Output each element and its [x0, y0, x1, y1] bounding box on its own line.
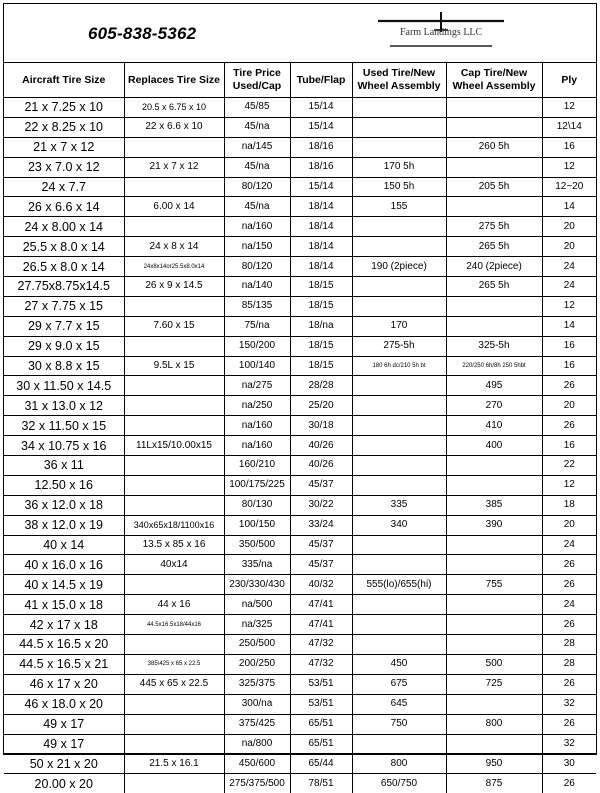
tube-flap: 18/15 [290, 296, 352, 316]
replaces-tire-size [124, 495, 224, 515]
cap-tire-assembly-price [446, 555, 542, 575]
tire-price: 100/175/225 [224, 475, 290, 495]
aircraft-tire-size: 23 x 7.0 x 12 [4, 157, 124, 177]
table-row [4, 177, 596, 197]
cap-tire-assembly-price: 275 5h [446, 217, 542, 237]
cap-tire-assembly-price [446, 117, 542, 137]
tire-price: 325/375 [224, 674, 290, 694]
replaces-tire-size: 22 x 6.6 x 10 [124, 117, 224, 137]
tube-flap: 18/14 [290, 217, 352, 237]
replaces-tire-size: 21 x 7 x 12 [124, 157, 224, 177]
replaces-tire-size [124, 734, 224, 754]
cap-tire-assembly-price: 260 5h [446, 137, 542, 157]
aircraft-tire-size: 20.00 x 20 [4, 774, 124, 793]
tire-price: 335/na [224, 555, 290, 575]
tube-flap: 18/15 [290, 277, 352, 297]
used-tire-assembly-price: 645 [352, 694, 446, 714]
cap-tire-assembly-price [446, 157, 542, 177]
used-tire-assembly-price: 675 [352, 674, 446, 694]
replaces-tire-size [124, 416, 224, 436]
replaces-tire-size [124, 376, 224, 396]
table-row [4, 157, 596, 177]
aircraft-tire-size: 49 x 17 [4, 734, 124, 754]
aircraft-tire-size: 40 x 16.0 x 16 [4, 555, 124, 575]
used-tire-assembly-price [352, 456, 446, 476]
aircraft-tire-size: 49 x 17 [4, 714, 124, 734]
sheet-header [4, 4, 596, 63]
tire-price: na/160 [224, 436, 290, 456]
tire-price-sheet [3, 3, 597, 755]
tube-flap: 18/16 [290, 157, 352, 177]
cap-tire-assembly-price [446, 456, 542, 476]
aircraft-tire-size: 31 x 13.0 x 12 [4, 396, 124, 416]
aircraft-tire-size: 46 x 17 x 20 [4, 674, 124, 694]
aircraft-tire-size: 22 x 8.25 x 10 [4, 117, 124, 137]
cap-tire-assembly-price: 270 [446, 396, 542, 416]
tube-flap: 25/20 [290, 396, 352, 416]
cap-tire-assembly-price [446, 615, 542, 635]
tube-flap: 45/37 [290, 535, 352, 555]
cap-tire-assembly-price: 950 [446, 754, 542, 774]
used-tire-assembly-price [352, 277, 446, 297]
table-row [4, 277, 596, 297]
ply-rating: 14 [542, 197, 596, 217]
tube-flap: 78/51 [290, 774, 352, 793]
table-row [4, 316, 596, 336]
table-row [4, 654, 596, 674]
used-tire-assembly-price [352, 535, 446, 555]
cap-tire-assembly-price: 800 [446, 714, 542, 734]
aircraft-tire-size: 50 x 21 x 20 [4, 754, 124, 774]
used-tire-assembly-price [352, 734, 446, 754]
table-row [4, 475, 596, 495]
replaces-tire-size: 24 x 8 x 14 [124, 237, 224, 257]
aircraft-tire-size-header: Aircraft Tire Size [4, 63, 124, 98]
tube-flap: 33/24 [290, 515, 352, 535]
ply-rating: 26 [542, 376, 596, 396]
aircraft-tire-size: 41 x 15.0 x 18 [4, 595, 124, 615]
cap-tire-assembly-price: 220/250 6h/8h 250 5hbt [446, 356, 542, 376]
table-row [4, 674, 596, 694]
cap-tire-assembly-price: 400 [446, 436, 542, 456]
tire-price: 150/200 [224, 336, 290, 356]
tire-price-table [4, 63, 596, 793]
replaces-tire-size [124, 396, 224, 416]
tire-price: 80/120 [224, 177, 290, 197]
ply-rating: 20 [542, 396, 596, 416]
table-row [4, 575, 596, 595]
used-tire-assembly-price [352, 137, 446, 157]
used-tire-assembly-price [352, 475, 446, 495]
cap-tire-assembly-price: 265 5h [446, 277, 542, 297]
table-row [4, 376, 596, 396]
tire-price: 300/na [224, 694, 290, 714]
cap-tire-assembly-price: 325-5h [446, 336, 542, 356]
table-row [4, 416, 596, 436]
ply-rating: 12 [542, 475, 596, 495]
used-tire-assembly-price [352, 396, 446, 416]
ply-rating: 16 [542, 436, 596, 456]
used-tire-assembly-price: 155 [352, 197, 446, 217]
replaces-tire-size: 6.00 x 14 [124, 197, 224, 217]
cap-tire-assembly-price: 390 [446, 515, 542, 535]
table-row [4, 694, 596, 714]
table-row [4, 98, 596, 118]
table-row [4, 117, 596, 137]
table-row [4, 515, 596, 535]
aircraft-tire-size: 44.5 x 16.5 x 21 [4, 654, 124, 674]
tube-flap: 18/16 [290, 137, 352, 157]
used-tire-assembly-price [352, 615, 446, 635]
cap-tire-assembly-price: 495 [446, 376, 542, 396]
used-tire-assembly-price: 170 [352, 316, 446, 336]
tire-price: 45/85 [224, 98, 290, 118]
replaces-tire-size: 385\425 x 65 x 22.5 [124, 654, 224, 674]
tire-price: 350/500 [224, 535, 290, 555]
ply-rating: 24 [542, 535, 596, 555]
table-row [4, 217, 596, 237]
ply-rating: 12\14 [542, 117, 596, 137]
tire-price: 45/na [224, 117, 290, 137]
tire-price: na/250 [224, 396, 290, 416]
aircraft-tire-size: 46 x 18.0 x 20 [4, 694, 124, 714]
replaces-tire-size: 11Lx15/10.00x15 [124, 436, 224, 456]
aircraft-tire-size: 29 x 7.7 x 15 [4, 316, 124, 336]
used-tire-assembly-price: 335 [352, 495, 446, 515]
used-tire-assembly-price [352, 98, 446, 118]
tire-price: 230/330/430 [224, 575, 290, 595]
ply-rating: 26 [542, 714, 596, 734]
tire-price: 80/120 [224, 257, 290, 277]
table-row [4, 237, 596, 257]
tire-price: 450/600 [224, 754, 290, 774]
table-row [4, 356, 596, 376]
ply-rating: 26 [542, 555, 596, 575]
aircraft-tire-size: 26 x 6.6 x 14 [4, 197, 124, 217]
used-tire-assembly-price [352, 635, 446, 655]
tire-price: 200/250 [224, 654, 290, 674]
tire-price: 45/na [224, 197, 290, 217]
table-row [4, 774, 596, 793]
replaces-tire-size [124, 475, 224, 495]
tire-price: na/500 [224, 595, 290, 615]
tire-price: 100/150 [224, 515, 290, 535]
tire-price: 160/210 [224, 456, 290, 476]
cap-tire-assembly-price: 240 (2piece) [446, 257, 542, 277]
tube-flap-header: Tube/Flap [290, 63, 352, 98]
ply-rating: 12~20 [542, 177, 596, 197]
tire-price: 250/500 [224, 635, 290, 655]
tube-flap: 47/32 [290, 654, 352, 674]
used-tire-assembly-price: 340 [352, 515, 446, 535]
used-tire-assembly-price [352, 376, 446, 396]
cap-tire-assembly-price: 205 5h [446, 177, 542, 197]
aircraft-tire-size: 12.50 x 16 [4, 475, 124, 495]
aircraft-tire-size: 36 x 12.0 x 18 [4, 495, 124, 515]
tube-flap: 18/na [290, 316, 352, 336]
tube-flap: 53/51 [290, 694, 352, 714]
tire-price-header: Tire Price Used/Cap [224, 63, 290, 98]
company-name: Farm Landings LLC [400, 27, 482, 38]
tire-price: na/140 [224, 277, 290, 297]
used-tire-assembly-price [352, 436, 446, 456]
tube-flap: 28/28 [290, 376, 352, 396]
aircraft-tire-size: 32 x 11.50 x 15 [4, 416, 124, 436]
replaces-tire-size: 24x8x14or25.5x8.0x14 [124, 257, 224, 277]
tube-flap: 65/51 [290, 714, 352, 734]
ply-rating: 20 [542, 237, 596, 257]
cap-tire-assembly-price [446, 635, 542, 655]
table-row [4, 595, 596, 615]
tire-price: na/160 [224, 217, 290, 237]
ply-rating: 26 [542, 615, 596, 635]
tube-flap: 15/14 [290, 98, 352, 118]
used-tire-assembly-price: 450 [352, 654, 446, 674]
aircraft-tire-size: 25.5 x 8.0 x 14 [4, 237, 124, 257]
tire-price: 75/na [224, 316, 290, 336]
tube-flap: 30/18 [290, 416, 352, 436]
replaces-tire-size [124, 296, 224, 316]
used-tire-assembly-price: 190 (2piece) [352, 257, 446, 277]
table-body [4, 98, 596, 793]
used-tire-assembly-price [352, 595, 446, 615]
used-tire-assembly-price [352, 117, 446, 137]
ply-rating: 24 [542, 277, 596, 297]
replaces-tire-size [124, 575, 224, 595]
cap-tire-assembly-price [446, 694, 542, 714]
used-tire-assembly-header: Used Tire/New Wheel Assembly [352, 63, 446, 98]
tire-price: 45/na [224, 157, 290, 177]
table-row [4, 535, 596, 555]
table-row [4, 396, 596, 416]
ply-rating: 22 [542, 456, 596, 476]
replaces-tire-size: 20.5 x 6.75 x 10 [124, 98, 224, 118]
aircraft-tire-size: 26.5 x 8.0 x 14 [4, 257, 124, 277]
used-tire-assembly-price: 275-5h [352, 336, 446, 356]
aircraft-tire-size: 29 x 9.0 x 15 [4, 336, 124, 356]
tube-flap: 40/26 [290, 436, 352, 456]
cap-tire-assembly-price [446, 535, 542, 555]
cap-tire-assembly-price [446, 734, 542, 754]
aircraft-tire-size: 21 x 7 x 12 [4, 137, 124, 157]
cap-tire-assembly-price: 265 5h [446, 237, 542, 257]
table-row [4, 495, 596, 515]
ply-rating: 24 [542, 595, 596, 615]
aircraft-tire-size: 40 x 14 [4, 535, 124, 555]
replaces-tire-size: 44 x 16 [124, 595, 224, 615]
tire-price: 275/375/500 [224, 774, 290, 793]
replaces-tire-size [124, 694, 224, 714]
ply-rating: 32 [542, 694, 596, 714]
aircraft-tire-size: 36 x 11 [4, 456, 124, 476]
tire-price: 100/140 [224, 356, 290, 376]
table-row [4, 555, 596, 575]
ply-rating: 14 [542, 316, 596, 336]
table-header-row [4, 63, 596, 98]
aircraft-tire-size: 38 x 12.0 x 19 [4, 515, 124, 535]
table-row [4, 714, 596, 734]
table-row [4, 197, 596, 217]
tire-price: 80/130 [224, 495, 290, 515]
replaces-tire-size [124, 714, 224, 734]
ply-rating: 16 [542, 356, 596, 376]
ply-rating: 30 [542, 754, 596, 774]
replaces-tire-size: 9.5L x 15 [124, 356, 224, 376]
table-row [4, 635, 596, 655]
used-tire-assembly-price: 650/750 [352, 774, 446, 793]
used-tire-assembly-price [352, 237, 446, 257]
cap-tire-assembly-header: Cap Tire/New Wheel Assembly [446, 63, 542, 98]
tube-flap: 18/14 [290, 237, 352, 257]
ply-rating: 12 [542, 98, 596, 118]
replaces-tire-size: 26 x 9 x 14.5 [124, 277, 224, 297]
tube-flap: 65/44 [290, 754, 352, 774]
aircraft-tire-size: 24 x 8.00 x 14 [4, 217, 124, 237]
cap-tire-assembly-price: 725 [446, 674, 542, 694]
ply-rating: 32 [542, 734, 596, 754]
table-row [4, 137, 596, 157]
replaces-tire-size: 445 x 65 x 22.5 [124, 674, 224, 694]
aircraft-tire-size: 30 x 11.50 x 14.5 [4, 376, 124, 396]
table-row [4, 456, 596, 476]
ply-rating: 16 [542, 137, 596, 157]
used-tire-assembly-price: 555(lo)/655(hi) [352, 575, 446, 595]
cap-tire-assembly-price [446, 98, 542, 118]
ply-rating: 28 [542, 654, 596, 674]
aircraft-tire-size: 40 x 14.5 x 19 [4, 575, 124, 595]
cap-tire-assembly-price [446, 296, 542, 316]
tube-flap: 47/32 [290, 635, 352, 655]
aircraft-tire-size: 21 x 7.25 x 10 [4, 98, 124, 118]
tube-flap: 47/41 [290, 615, 352, 635]
cap-tire-assembly-price: 410 [446, 416, 542, 436]
ply-rating: 26 [542, 674, 596, 694]
used-tire-assembly-price [352, 416, 446, 436]
used-tire-assembly-price: 180 6h dc/210 5h bt [352, 356, 446, 376]
tube-flap: 18/14 [290, 197, 352, 217]
cap-tire-assembly-price [446, 475, 542, 495]
tube-flap: 45/37 [290, 475, 352, 495]
table-row [4, 257, 596, 277]
ply-rating: 24 [542, 257, 596, 277]
tube-flap: 40/26 [290, 456, 352, 476]
phone-number: 605-838-5362 [88, 24, 196, 44]
cap-tire-assembly-price: 500 [446, 654, 542, 674]
tube-flap: 65/51 [290, 734, 352, 754]
replaces-tire-size [124, 137, 224, 157]
used-tire-assembly-price: 800 [352, 754, 446, 774]
replaces-tire-size [124, 336, 224, 356]
used-tire-assembly-price: 170 5h [352, 157, 446, 177]
replaces-tire-size: 21.5 x 16.1 [124, 754, 224, 774]
replaces-tire-size: 40x14 [124, 555, 224, 575]
ply-rating: 28 [542, 635, 596, 655]
cap-tire-assembly-price: 385 [446, 495, 542, 515]
table-row [4, 734, 596, 754]
ply-header: Ply [542, 63, 596, 98]
cap-tire-assembly-price [446, 197, 542, 217]
table-row [4, 296, 596, 316]
tube-flap: 18/14 [290, 257, 352, 277]
cap-tire-assembly-price: 875 [446, 774, 542, 793]
tire-price: na/150 [224, 237, 290, 257]
ply-rating: 26 [542, 416, 596, 436]
aircraft-tire-size: 34 x 10.75 x 16 [4, 436, 124, 456]
ply-rating: 12 [542, 157, 596, 177]
tire-price: na/160 [224, 416, 290, 436]
used-tire-assembly-price: 750 [352, 714, 446, 734]
table-row [4, 336, 596, 356]
aircraft-tire-size: 44.5 x 16.5 x 20 [4, 635, 124, 655]
tube-flap: 18/15 [290, 336, 352, 356]
aircraft-tire-size: 42 x 17 x 18 [4, 615, 124, 635]
replaces-tire-size: 13.5 x 85 x 16 [124, 535, 224, 555]
aircraft-tire-size: 24 x 7.7 [4, 177, 124, 197]
tube-flap: 15/14 [290, 177, 352, 197]
ply-rating: 20 [542, 217, 596, 237]
cap-tire-assembly-price [446, 595, 542, 615]
tube-flap: 18/15 [290, 356, 352, 376]
tire-price: na/325 [224, 615, 290, 635]
tube-flap: 53/51 [290, 674, 352, 694]
ply-rating: 20 [542, 515, 596, 535]
used-tire-assembly-price [352, 296, 446, 316]
table-row [4, 754, 596, 774]
replaces-tire-size [124, 635, 224, 655]
tube-flap: 45/37 [290, 555, 352, 575]
aircraft-tire-size: 27 x 7.75 x 15 [4, 296, 124, 316]
used-tire-assembly-price [352, 555, 446, 575]
ply-rating: 26 [542, 774, 596, 793]
replaces-tire-size [124, 774, 224, 793]
replaces-tire-size: 340x65x18/1100x16 [124, 515, 224, 535]
tire-price: 85/135 [224, 296, 290, 316]
replaces-tire-size [124, 456, 224, 476]
replaces-tire-size: 7.60 x 15 [124, 316, 224, 336]
replaces-tire-size: 44.5x16.5x18/44x16 [124, 615, 224, 635]
ply-rating: 18 [542, 495, 596, 515]
used-tire-assembly-price: 150 5h [352, 177, 446, 197]
tire-price: na/275 [224, 376, 290, 396]
ply-rating: 26 [542, 575, 596, 595]
cap-tire-assembly-price: 755 [446, 575, 542, 595]
used-tire-assembly-price [352, 217, 446, 237]
tube-flap: 30/22 [290, 495, 352, 515]
replaces-tire-size-header: Replaces Tire Size [124, 63, 224, 98]
ply-rating: 12 [542, 296, 596, 316]
aircraft-tire-size: 27.75x8.75x14.5 [4, 277, 124, 297]
tube-flap: 40/32 [290, 575, 352, 595]
table-row [4, 436, 596, 456]
tube-flap: 15/14 [290, 117, 352, 137]
replaces-tire-size [124, 217, 224, 237]
aircraft-tire-size: 30 x 8.8 x 15 [4, 356, 124, 376]
cap-tire-assembly-price [446, 316, 542, 336]
tube-flap: 47/41 [290, 595, 352, 615]
ply-rating: 16 [542, 336, 596, 356]
replaces-tire-size [124, 177, 224, 197]
table-row [4, 615, 596, 635]
tire-price: 375/425 [224, 714, 290, 734]
tire-price: na/800 [224, 734, 290, 754]
tire-price: na/145 [224, 137, 290, 157]
company-logo [376, 10, 506, 56]
